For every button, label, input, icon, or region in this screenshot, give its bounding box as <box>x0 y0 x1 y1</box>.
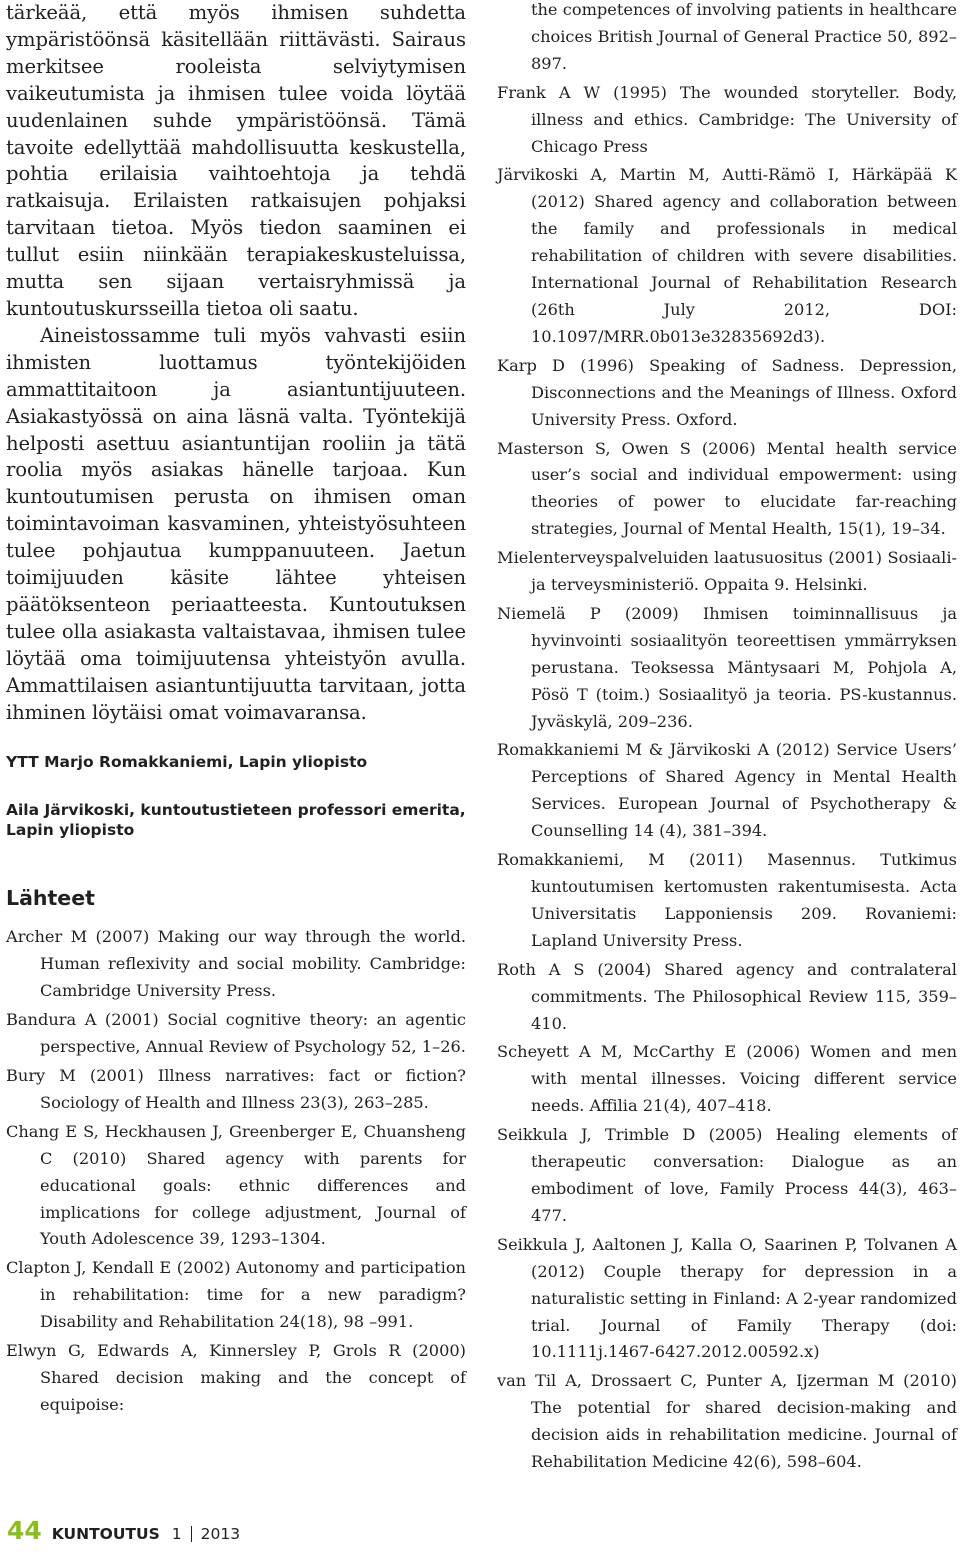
reference-item: Frank A W (1995) The wounded storyteller. Body, illness and ethics. Cambridge: The University of Chicago Press <box>497 82 957 156</box>
right-column <box>497 0 957 1478</box>
author-credit: Aila Järvikoski, kuntoutustieteen professori emerita, Lapin yliopisto <box>6 801 466 840</box>
footer-divider <box>191 1526 192 1542</box>
reference-list-right <box>497 0 957 1476</box>
page-number: 44 <box>7 1516 42 1545</box>
page-footer <box>7 1516 240 1552</box>
reference-continuation: the competences of involving patients in healthcare choices British Journal of General Practice 50, 892–897. <box>531 0 957 73</box>
reference-item: Bandura A (2001) Social cognitive theory: an agentic perspective, Annual Review of Psychology 52, 1–26. <box>6 1010 466 1057</box>
reference-item: Niemelä P (2009) Ihmisen toiminnallisuus ja hyvinvointi sosiaalityön teoreettisen ymmärryksen perustana. Teoksessa Mäntysaari M, Pohjola A, Pösö T (toim.) Sosiaalityö ja teoria. PS-kustannus. Jyväskylä, 209–236. <box>497 603 957 731</box>
reference-item: Romakkaniemi M & Järvikoski A (2012) Service Users’ Perceptions of Shared Agency in Mental Health Services. European Journal of Psychotherapy & Counselling 14 (4), 381–394. <box>497 740 957 841</box>
reference-item: Roth A S (2004) Shared agency and contralateral commitments. The Philosophical Review 115, 359–410. <box>497 959 957 1033</box>
reference-item: Romakkaniemi, M (2011) Masennus. Tutkimus kuntoutumisen kertomusten rakentumisesta. Acta Universitatis Lapponiensis 209. Rovaniemi: Lapland University Press. <box>497 850 957 950</box>
journal-name: KUNTOUTUS <box>51 1525 160 1543</box>
reference-item: Chang E S, Heckhausen J, Greenberger E, Chuansheng C (2010) Shared agency with parents for educational goals: ethnic differences and implications for college adjustment, Journal of Youth Adolescence 39, 1293–1304. <box>6 1121 466 1249</box>
references-heading: Lähteet <box>6 886 95 911</box>
reference-item: Bury M (2001) Illness narratives: fact or fiction? Sociology of Health and Illness 23(3), 263–285. <box>6 1066 466 1112</box>
reference-item: van Til A, Drossaert C, Punter A, Ijzerman M (2010) The potential for shared decision-making and decision aids in rehabilitation medicine. Journal of Rehabilitation Medicine 42(6), 598–604. <box>497 1371 957 1472</box>
reference-item: Archer M (2007) Making our way through the world. Human reflexivity and social mobility. Cambridge: Cambridge University Press. <box>6 927 466 1001</box>
reference-item: Scheyett A M, McCarthy E (2006) Women and men with mental illnesses. Voicing different service needs. Affilia 21(4), 407–418. <box>497 1042 957 1116</box>
body-paragraph: Aineistossamme tuli myös vahvasti esiin ihmisten luottamus työntekijöiden ammattitaitoon ja asiantuntijuuteen. Asiakastyössä on aina läsnä valta. Työntekijä helposti asettuu asiantuntijan rooliin ja tätä roolia myös asiakas hänelle tarjoaa. Kun kuntoutumisen perusta on ihmisen oman toimintavoiman kasvaminen, yhteistyösuhteen tulee pohjautua kumppanuuteen. Jaetun toimijuuden käsite lähtee yhteisen päätöksenteon periaatteesta. Kuntoutuksen tulee olla asiakasta valtaistavaa, ihmisen tulee löytää oma toimijuutensa yhteistyön avulla. Ammattilaisen asiantuntijuutta tarvitaan, jotta ihminen löytäisi omat voimavaransa. <box>6 323 466 724</box>
reference-item: Clapton J, Kendall E (2002) Autonomy and participation in rehabilitation: time for a new paradigm? Disability and Rehabilitation 24(18), 98 –991. <box>6 1258 466 1332</box>
article-body <box>6 0 466 726</box>
issue-number: 1 <box>171 1525 182 1543</box>
reference-item: Seikkula J, Aaltonen J, Kalla O, Saarinen P, Tolvanen A (2012) Couple therapy for depression in a naturalistic setting in Finland: A 2-year randomized trial. Journal of Family Therapy (doi: 10.1111j.1467-6427.2012.00592.x) <box>497 1234 957 1362</box>
reference-list-left <box>6 924 466 1418</box>
author-credit: YTT Marjo Romakkaniemi, Lapin yliopisto <box>6 753 368 772</box>
reference-item: Masterson S, Owen S (2006) Mental health service user’s social and individual empowerment: using theories of power to elucidate far-reaching strategies, Journal of Mental Health, 15(1), 19–34. <box>497 438 957 539</box>
body-paragraph: tärkeää, että myös ihmisen suhdetta ympäristöönsä käsitellään riittävästi. Sairaus merkitsee rooleista selviytymisen vaikeutumista ja ihmisen tulee voida löytää uudenlainen suhde ympäristöönsä. Tämä tavoite edellyttää mahdollisuutta keskustella, pohtia erilaisia vaihtoehtoja ja tehdä ratkaisuja. Erilaisten ratkaisujen pohjaksi tarvitaan tietoa. Myös tiedon saaminen ei tullut esiin niinkään terapiakeskusteluissa, mutta sen sijaan vertaisryhmissä ja kuntoutuskursseilla tietoa oli saatu. <box>6 1 466 320</box>
reference-item: Karp D (1996) Speaking of Sadness. Depression, Disconnections and the Meanings of Illness. Oxford University Press. Oxford. <box>497 355 957 429</box>
reference-item: Seikkula J, Trimble D (2005) Healing elements of therapeutic conversation: Dialogue as an embodiment of love, Family Process 44(3), 463–477. <box>497 1125 957 1225</box>
reference-item: Elwyn G, Edwards A, Kinnersley P, Grols R (2000) Shared decision making and the concept of equipoise: <box>6 1341 466 1414</box>
issue-year: 2013 <box>200 1525 241 1543</box>
reference-item: Mielenterveyspalveluiden laatusuositus (2001) Sosiaali- ja terveysministeriö. Oppaita 9. Helsinki. <box>497 548 957 595</box>
reference-item: Järvikoski A, Martin M, Autti-Rämö I, Härkäpää K (2012) Shared agency and collaboration between the family and professionals in medical rehabilitation of children with severe disabilities. International Journal of Rehabilitation Research (26th July 2012, DOI: 10.1097/MRR.0b013e32835692d3). <box>497 165 957 346</box>
left-column <box>6 0 466 1421</box>
